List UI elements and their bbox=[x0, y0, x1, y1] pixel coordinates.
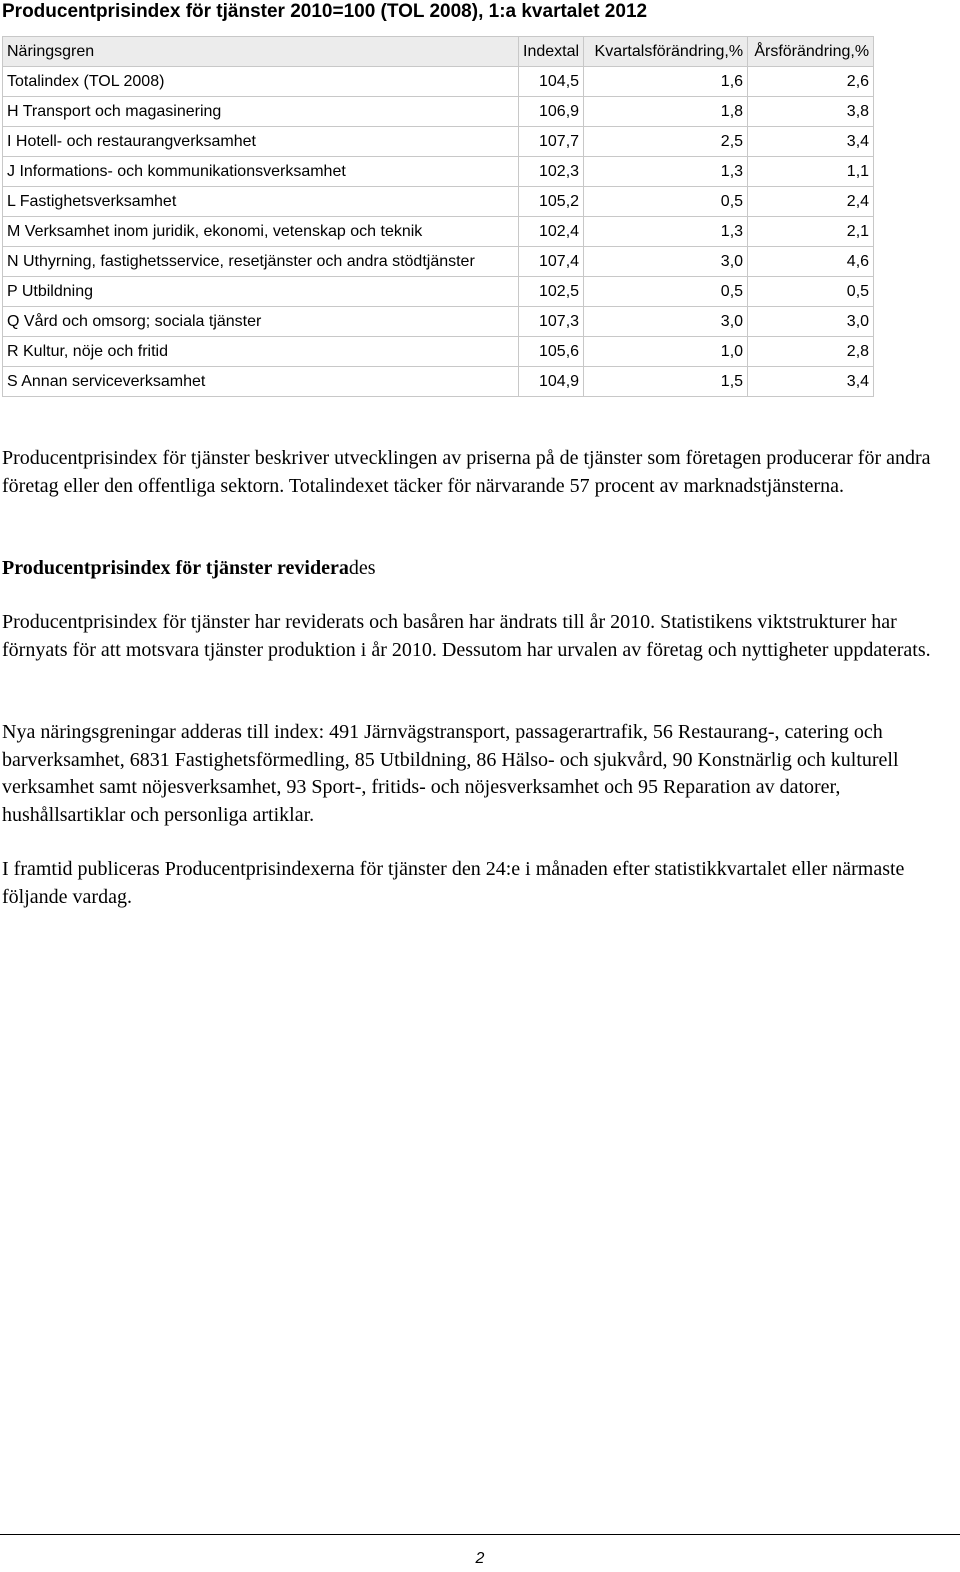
ar-cell: 4,6 bbox=[748, 247, 874, 277]
kvartal-cell: 0,5 bbox=[584, 187, 748, 217]
ar-cell: 2,8 bbox=[748, 337, 874, 367]
section-heading-bold: Producentprisindex för tjänster revidera bbox=[2, 557, 349, 579]
column-header-naringsgren: Näringsgren bbox=[3, 37, 519, 67]
table-header bbox=[3, 37, 874, 67]
column-header-indextal: Indextal bbox=[519, 37, 584, 67]
kvartal-cell: 1,5 bbox=[584, 367, 748, 397]
row-label: R Kultur, nöje och fritid bbox=[3, 337, 519, 367]
table-row bbox=[3, 277, 874, 307]
row-label: Totalindex (TOL 2008) bbox=[3, 67, 519, 97]
row-label: H Transport och magasinering bbox=[3, 97, 519, 127]
table-row bbox=[3, 67, 874, 97]
section-heading bbox=[2, 554, 376, 582]
publication-paragraph: I framtid publiceras Producentprisindexerna för tjänster den 24:e i månaden efter statistikkvartalet eller närmaste följande vardag. bbox=[2, 858, 905, 908]
table-row bbox=[3, 127, 874, 157]
indextal-cell: 102,3 bbox=[519, 157, 584, 187]
table-row bbox=[3, 247, 874, 277]
table-row bbox=[3, 97, 874, 127]
row-label: I Hotell- och restaurangverksamhet bbox=[3, 127, 519, 157]
kvartal-cell: 1,3 bbox=[584, 157, 748, 187]
ar-cell: 3,4 bbox=[748, 127, 874, 157]
table-row bbox=[3, 367, 874, 397]
ar-cell: 2,6 bbox=[748, 67, 874, 97]
ar-cell: 3,4 bbox=[748, 367, 874, 397]
table-row bbox=[3, 157, 874, 187]
row-label: Q Vård och omsorg; sociala tjänster bbox=[3, 307, 519, 337]
row-label: M Verksamhet inom juridik, ekonomi, vetenskap och teknik bbox=[3, 217, 519, 247]
row-label: P Utbildning bbox=[3, 277, 519, 307]
index-table bbox=[2, 36, 874, 397]
section-heading-tail: des bbox=[348, 557, 376, 579]
indextal-cell: 105,6 bbox=[519, 337, 584, 367]
kvartal-cell: 1,0 bbox=[584, 337, 748, 367]
indextal-cell: 105,2 bbox=[519, 187, 584, 217]
revision-paragraph: Producentprisindex för tjänster har reviderats och basåren har ändrats till år 2010. Statistikens viktstrukturer har förnyats för att motsvara tjänster produktion i år 2010. Dessutom har urvalen av företag och nyttigheter uppdaterats. bbox=[2, 611, 931, 661]
indextal-cell: 106,9 bbox=[519, 97, 584, 127]
page-title: Producentprisindex för tjänster 2010=100 (TOL 2008), 1:a kvartalet 2012 bbox=[2, 1, 648, 22]
intro-paragraph: Producentprisindex för tjänster beskriver utvecklingen av priserna på de tjänster som företagen producerar för andra företag eller den offentliga sektorn. Totalindexet täcker för närvarande 57 procent av marknadstjänsterna. bbox=[2, 447, 931, 497]
row-label: S Annan serviceverksamhet bbox=[3, 367, 519, 397]
kvartal-cell: 1,3 bbox=[584, 217, 748, 247]
indextal-cell: 104,9 bbox=[519, 367, 584, 397]
footer-divider bbox=[0, 1534, 960, 1535]
row-label: N Uthyrning, fastighetsservice, resetjänster och andra stödtjänster bbox=[3, 247, 519, 277]
ar-cell: 1,1 bbox=[748, 157, 874, 187]
indextal-cell: 107,7 bbox=[519, 127, 584, 157]
kvartal-cell: 2,5 bbox=[584, 127, 748, 157]
kvartal-cell: 1,8 bbox=[584, 97, 748, 127]
indextal-cell: 104,5 bbox=[519, 67, 584, 97]
column-header-kvartalsforandring: Kvartalsförändring,% bbox=[584, 37, 748, 67]
row-label: L Fastighetsverksamhet bbox=[3, 187, 519, 217]
indextal-cell: 107,3 bbox=[519, 307, 584, 337]
ar-cell: 2,4 bbox=[748, 187, 874, 217]
kvartal-cell: 0,5 bbox=[584, 277, 748, 307]
kvartal-cell: 1,6 bbox=[584, 67, 748, 97]
table-row bbox=[3, 217, 874, 247]
ar-cell: 3,0 bbox=[748, 307, 874, 337]
indextal-cell: 102,5 bbox=[519, 277, 584, 307]
kvartal-cell: 3,0 bbox=[584, 247, 748, 277]
indextal-cell: 107,4 bbox=[519, 247, 584, 277]
table-row bbox=[3, 187, 874, 217]
page-number: 2 bbox=[475, 1550, 485, 1567]
ar-cell: 3,8 bbox=[748, 97, 874, 127]
ar-cell: 0,5 bbox=[748, 277, 874, 307]
new-industries-paragraph: Nya näringsgreningar adderas till index: 491 Järnvägstransport, passagerartrafik, 56 Restaurang-, catering och barverksamhet, 6831 Fastighetsförmedling, 85 Utbildning, 86 Hälso- och sjukvård, 90 Konstnärlig och kulturell verksamhet samt nöjesverksamhet, 93 Sport-, fritids- och nöjesverksamhet och 95 Reparation av datorer, hushållsartiklar och personliga artiklar. bbox=[2, 721, 899, 826]
column-header-arsforandring: Årsförändring,% bbox=[748, 37, 874, 67]
ar-cell: 2,1 bbox=[748, 217, 874, 247]
table-row bbox=[3, 337, 874, 367]
table-row bbox=[3, 307, 874, 337]
indextal-cell: 102,4 bbox=[519, 217, 584, 247]
kvartal-cell: 3,0 bbox=[584, 307, 748, 337]
row-label: J Informations- och kommunikationsverksamhet bbox=[3, 157, 519, 187]
